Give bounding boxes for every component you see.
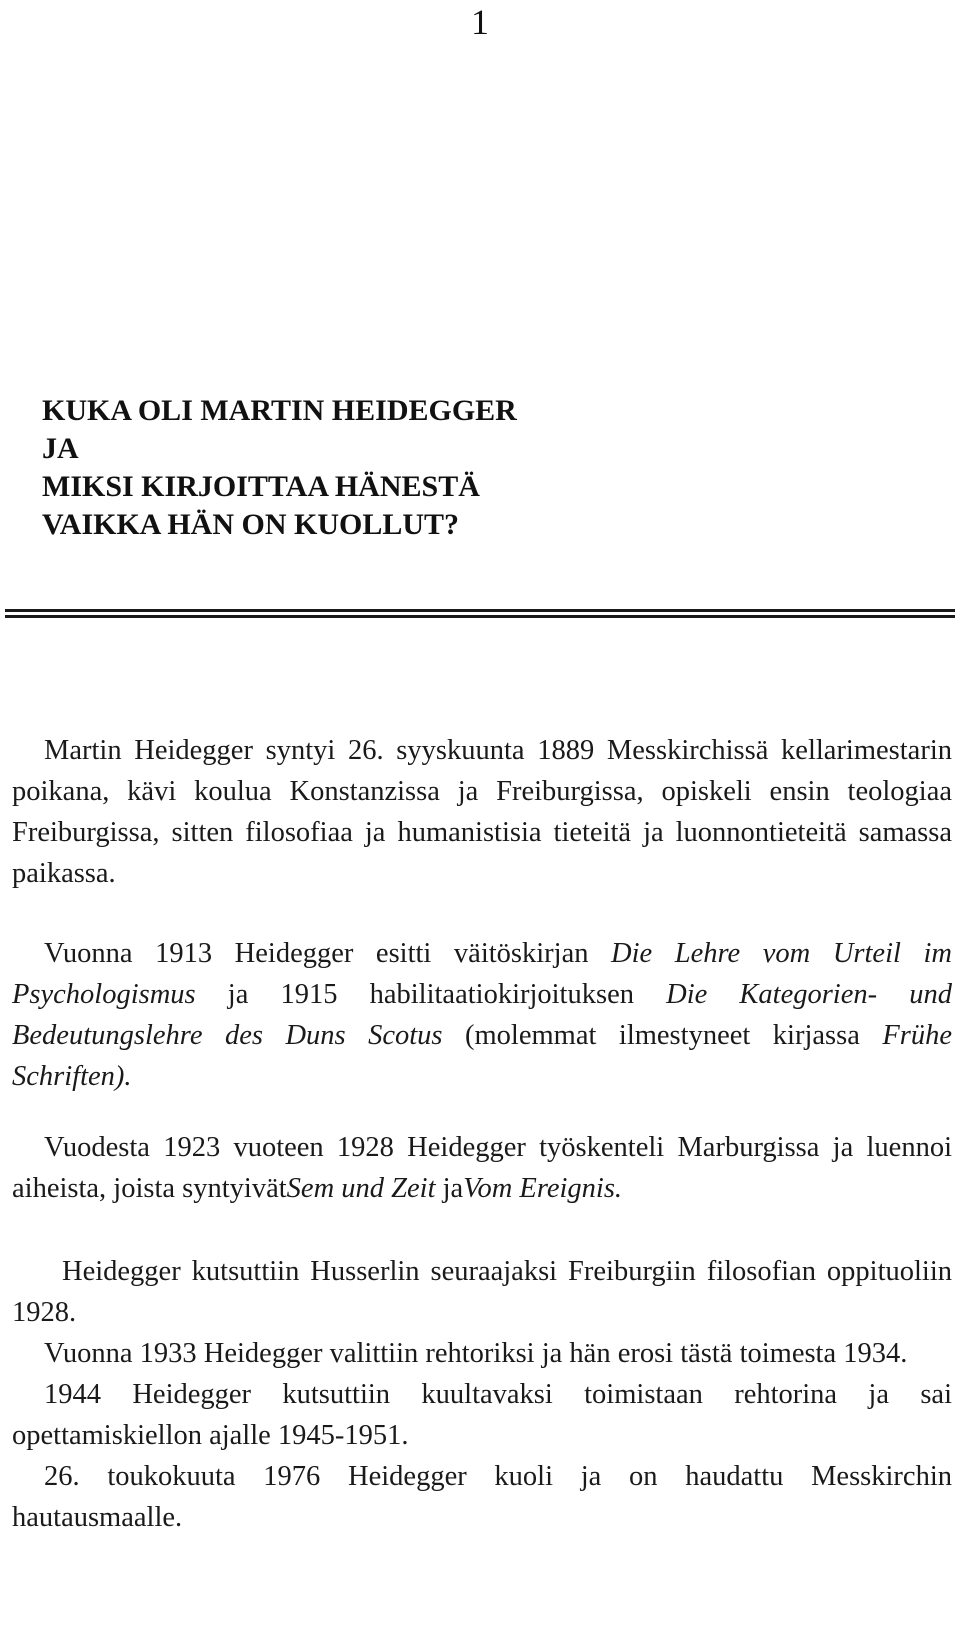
- divider-rule-upper: [5, 609, 955, 612]
- habilitation-title: Die Kategorien- und Bedeutungslehre des Duns Scotus: [12, 979, 952, 1051]
- title-line-3: MIKSI KIRJOITTAA HÄNESTÄ: [42, 470, 480, 503]
- paragraph-rector: Vuonna 1933 Heidegger valittiin rehtoriksi ja hän erosi tästä toimesta 1934.: [44, 1338, 908, 1369]
- paragraph-marburg: [12, 1127, 952, 1209]
- book-title-sem-und-zeit: Sem und Zeit: [286, 1173, 436, 1204]
- paragraph-marburg-text-2: ja: [435, 1173, 464, 1204]
- paragraph-dissertation-text-2: ja 1915 habilitaatiokirjoituksen: [195, 979, 667, 1010]
- paragraph-death: 26. toukokuuta 1976 Heidegger kuoli ja on haudattu Messkirchin hautausmaalle.: [12, 1461, 952, 1533]
- paragraph-marburg-text-1: Vuodesta 1923 vuoteen 1928 Heidegger työskenteli Marburgissa ja luennoi aiheista, joista syntyivät: [12, 1132, 952, 1204]
- paragraph-teaching-ban: 1944 Heidegger kutsuttiin kuultavaksi toimistaan rehtorina ja sai opettamiskiellon ajalle 1945-1951.: [12, 1379, 952, 1451]
- book-title-fruhe-schriften: Frühe Schriften).: [12, 1020, 952, 1092]
- body-text: [12, 730, 952, 1538]
- book-title-vom-ereignis: Vom Ereignis.: [463, 1173, 623, 1204]
- paragraph-freiburg-chair: Heidegger kutsuttiin Husserlin seuraajaksi Freiburgiin filosofian oppituoliin 1928.: [12, 1256, 952, 1328]
- title-line-4: VAIKKA HÄN ON KUOLLUT?: [42, 508, 460, 541]
- paragraph-dissertation: [12, 933, 952, 1097]
- divider-rule-lower: [5, 615, 955, 618]
- paragraph-birth: Martin Heidegger syntyi 26. syyskuunta 1889 Messkirchissä kellarimestarin poikana, kävi koulua Konstanzissa ja Freiburgissa, opiskeli ensin teologiaa Freiburgissa, sitten filosofiaa ja humanistisia tieteitä ja luonnontieteitä samassa paikassa.: [12, 735, 952, 889]
- dissertation-title: Die Lehre vom Urteil im Psychologismus: [12, 938, 952, 1010]
- paragraph-dissertation-text-3: (molemmat ilmestyneet kirjassa: [442, 1020, 883, 1051]
- title-line-2: JA: [42, 432, 79, 465]
- title-line-1: KUKA OLI MARTIN HEIDEGGER: [42, 394, 517, 427]
- paragraph-dissertation-text-1: Vuonna 1913 Heidegger esitti väitöskirjan: [44, 938, 612, 969]
- document-title: [42, 392, 517, 544]
- page-number: 1: [471, 2, 489, 42]
